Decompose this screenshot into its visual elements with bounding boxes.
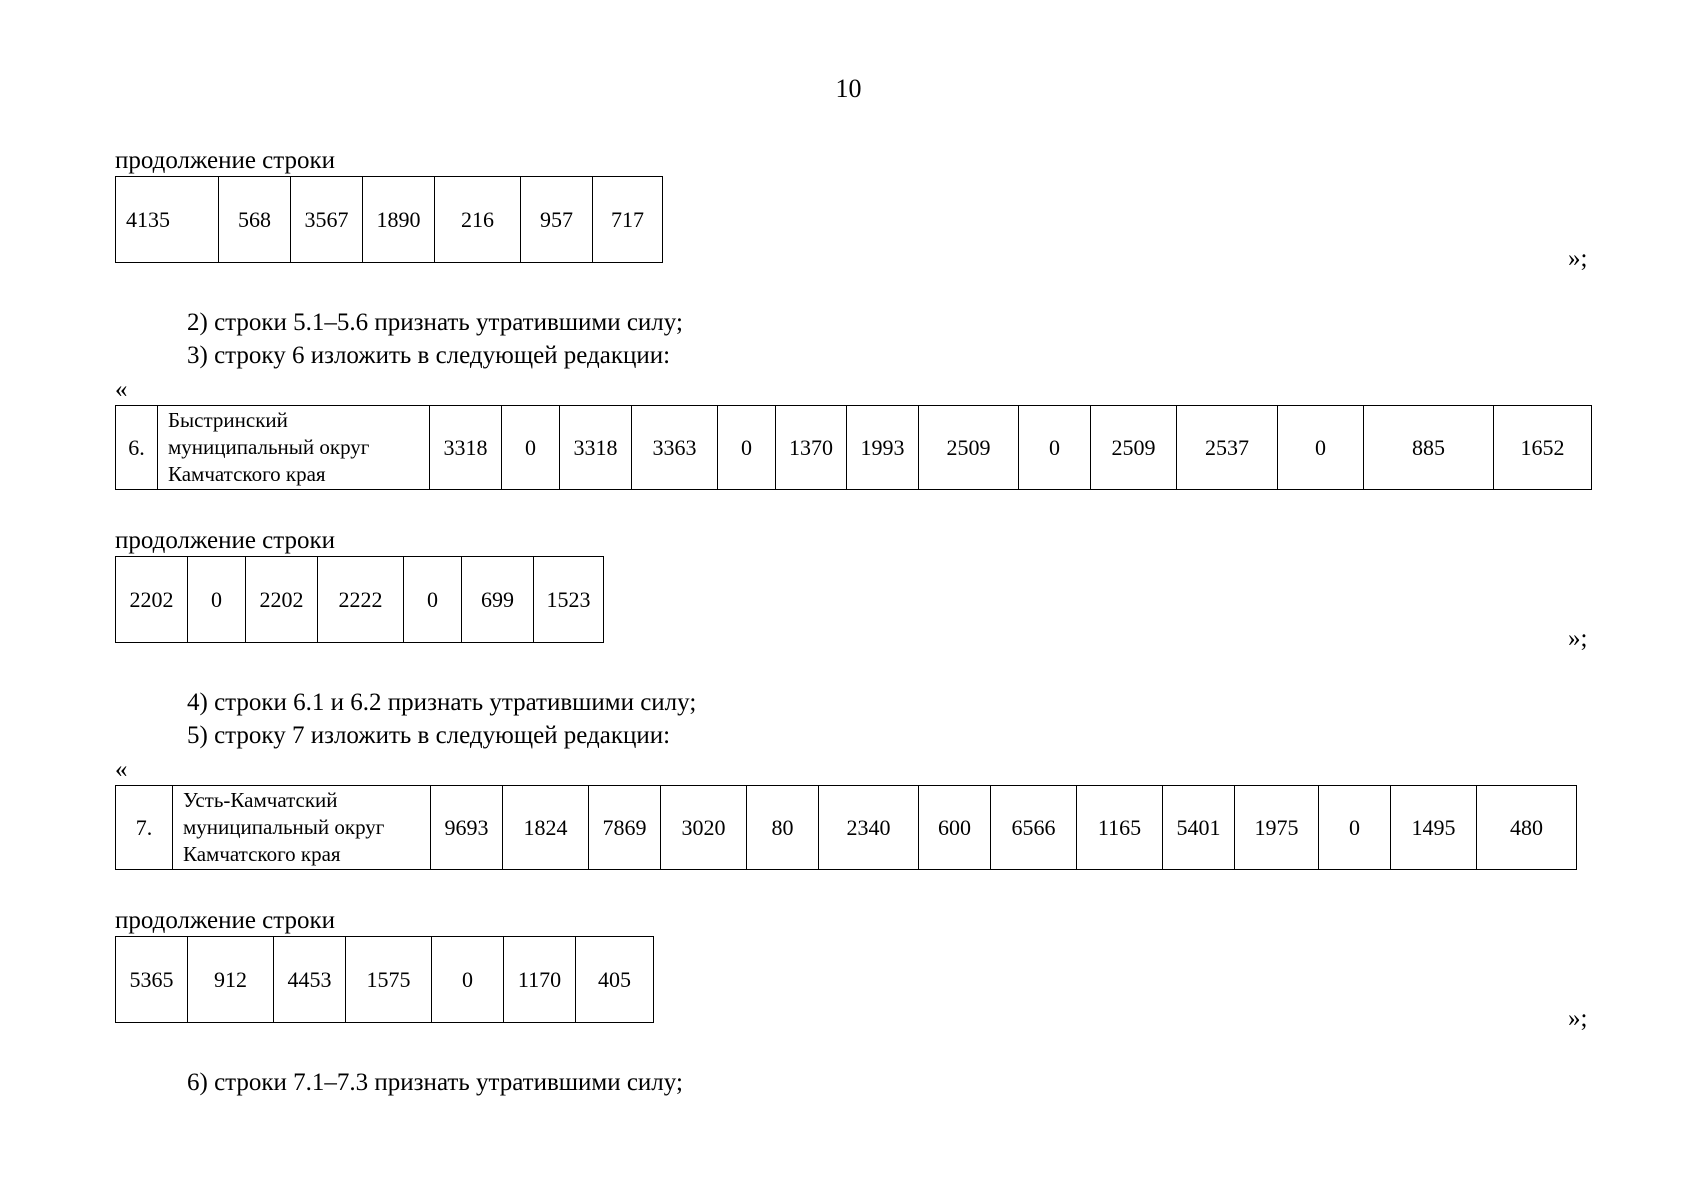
table-cell: 2509 [919,406,1019,490]
row-name-line: Камчатского края [168,462,326,486]
table-cell: 4135 [116,177,219,263]
row-name [173,786,431,870]
table-cell: 2509 [1091,406,1177,490]
item-5: 5) строку 7 изложить в следующей редакции: [187,722,671,749]
table-cell: 9693 [431,786,503,870]
table-cell: 699 [462,557,534,643]
continuation-label-2: продолжение строки [115,527,336,554]
table-cell: 0 [1278,406,1364,490]
open-quote-1: « [115,376,128,403]
table-row [116,177,663,263]
table-cell: 1975 [1235,786,1319,870]
row-name-line: Усть-Камчатский [183,788,338,812]
close-quote-3: »; [1568,1005,1588,1032]
table-cell: 1495 [1391,786,1477,870]
row-number: 6. [116,406,158,490]
table-cell: 3363 [632,406,718,490]
table-cell: 0 [1319,786,1391,870]
table-cell: 6566 [991,786,1077,870]
table-cell: 1523 [534,557,604,643]
continuation-table-3 [115,936,654,1023]
table-cell: 717 [593,177,663,263]
table-cell: 0 [188,557,246,643]
table-row [116,406,1592,490]
table-cell: 80 [747,786,819,870]
item-4: 4) строки 6.1 и 6.2 признать утратившими силу; [187,689,697,716]
table-cell: 7869 [589,786,661,870]
continuation-label-1: продолжение строки [115,147,336,174]
table-cell: 0 [718,406,776,490]
item-3: 3) строку 6 изложить в следующей редакции: [187,342,671,369]
close-quote-2: »; [1568,625,1588,652]
table-cell: 3318 [560,406,632,490]
row-name-line: Быстринский [168,408,288,432]
table-cell: 912 [188,937,274,1023]
table-cell: 600 [919,786,991,870]
row-6-table [115,405,1592,490]
table-row [116,557,604,643]
table-cell: 2202 [116,557,188,643]
table-cell: 1890 [363,177,435,263]
continuation-label-3: продолжение строки [115,907,336,934]
table-cell: 4453 [274,937,346,1023]
item-2: 2) строки 5.1–5.6 признать утратившими силу; [187,309,683,336]
open-quote-2: « [115,756,128,783]
row-name-line: муниципальный округ [183,815,385,839]
continuation-table-2 [115,556,604,643]
table-cell: 1575 [346,937,432,1023]
table-row [116,786,1577,870]
table-cell: 3567 [291,177,363,263]
row-name-line: муниципальный округ [168,435,370,459]
continuation-table-1 [115,176,663,263]
table-row [116,937,654,1023]
table-cell: 405 [576,937,654,1023]
table-cell: 2340 [819,786,919,870]
row-number: 7. [116,786,173,870]
table-cell: 5365 [116,937,188,1023]
table-cell: 2202 [246,557,318,643]
table-cell: 0 [1019,406,1091,490]
table-cell: 957 [521,177,593,263]
table-cell: 216 [435,177,521,263]
table-cell: 480 [1477,786,1577,870]
table-cell: 2222 [318,557,404,643]
table-cell: 1165 [1077,786,1163,870]
table-cell: 3020 [661,786,747,870]
row-name [158,406,430,490]
table-cell: 2537 [1177,406,1278,490]
table-cell: 1370 [776,406,847,490]
page-number: 10 [835,74,862,103]
table-cell: 568 [219,177,291,263]
row-7-table [115,785,1577,870]
table-cell: 3318 [430,406,502,490]
table-cell: 0 [432,937,504,1023]
table-cell: 1993 [847,406,919,490]
table-cell: 0 [502,406,560,490]
item-6: 6) строки 7.1–7.3 признать утратившими силу; [187,1069,683,1096]
table-cell: 1652 [1494,406,1592,490]
table-cell: 1170 [504,937,576,1023]
row-name-line: Камчатского края [183,842,341,866]
close-quote-1: »; [1568,245,1588,272]
table-cell: 5401 [1163,786,1235,870]
table-cell: 1824 [503,786,589,870]
table-cell: 885 [1364,406,1494,490]
table-cell: 0 [404,557,462,643]
